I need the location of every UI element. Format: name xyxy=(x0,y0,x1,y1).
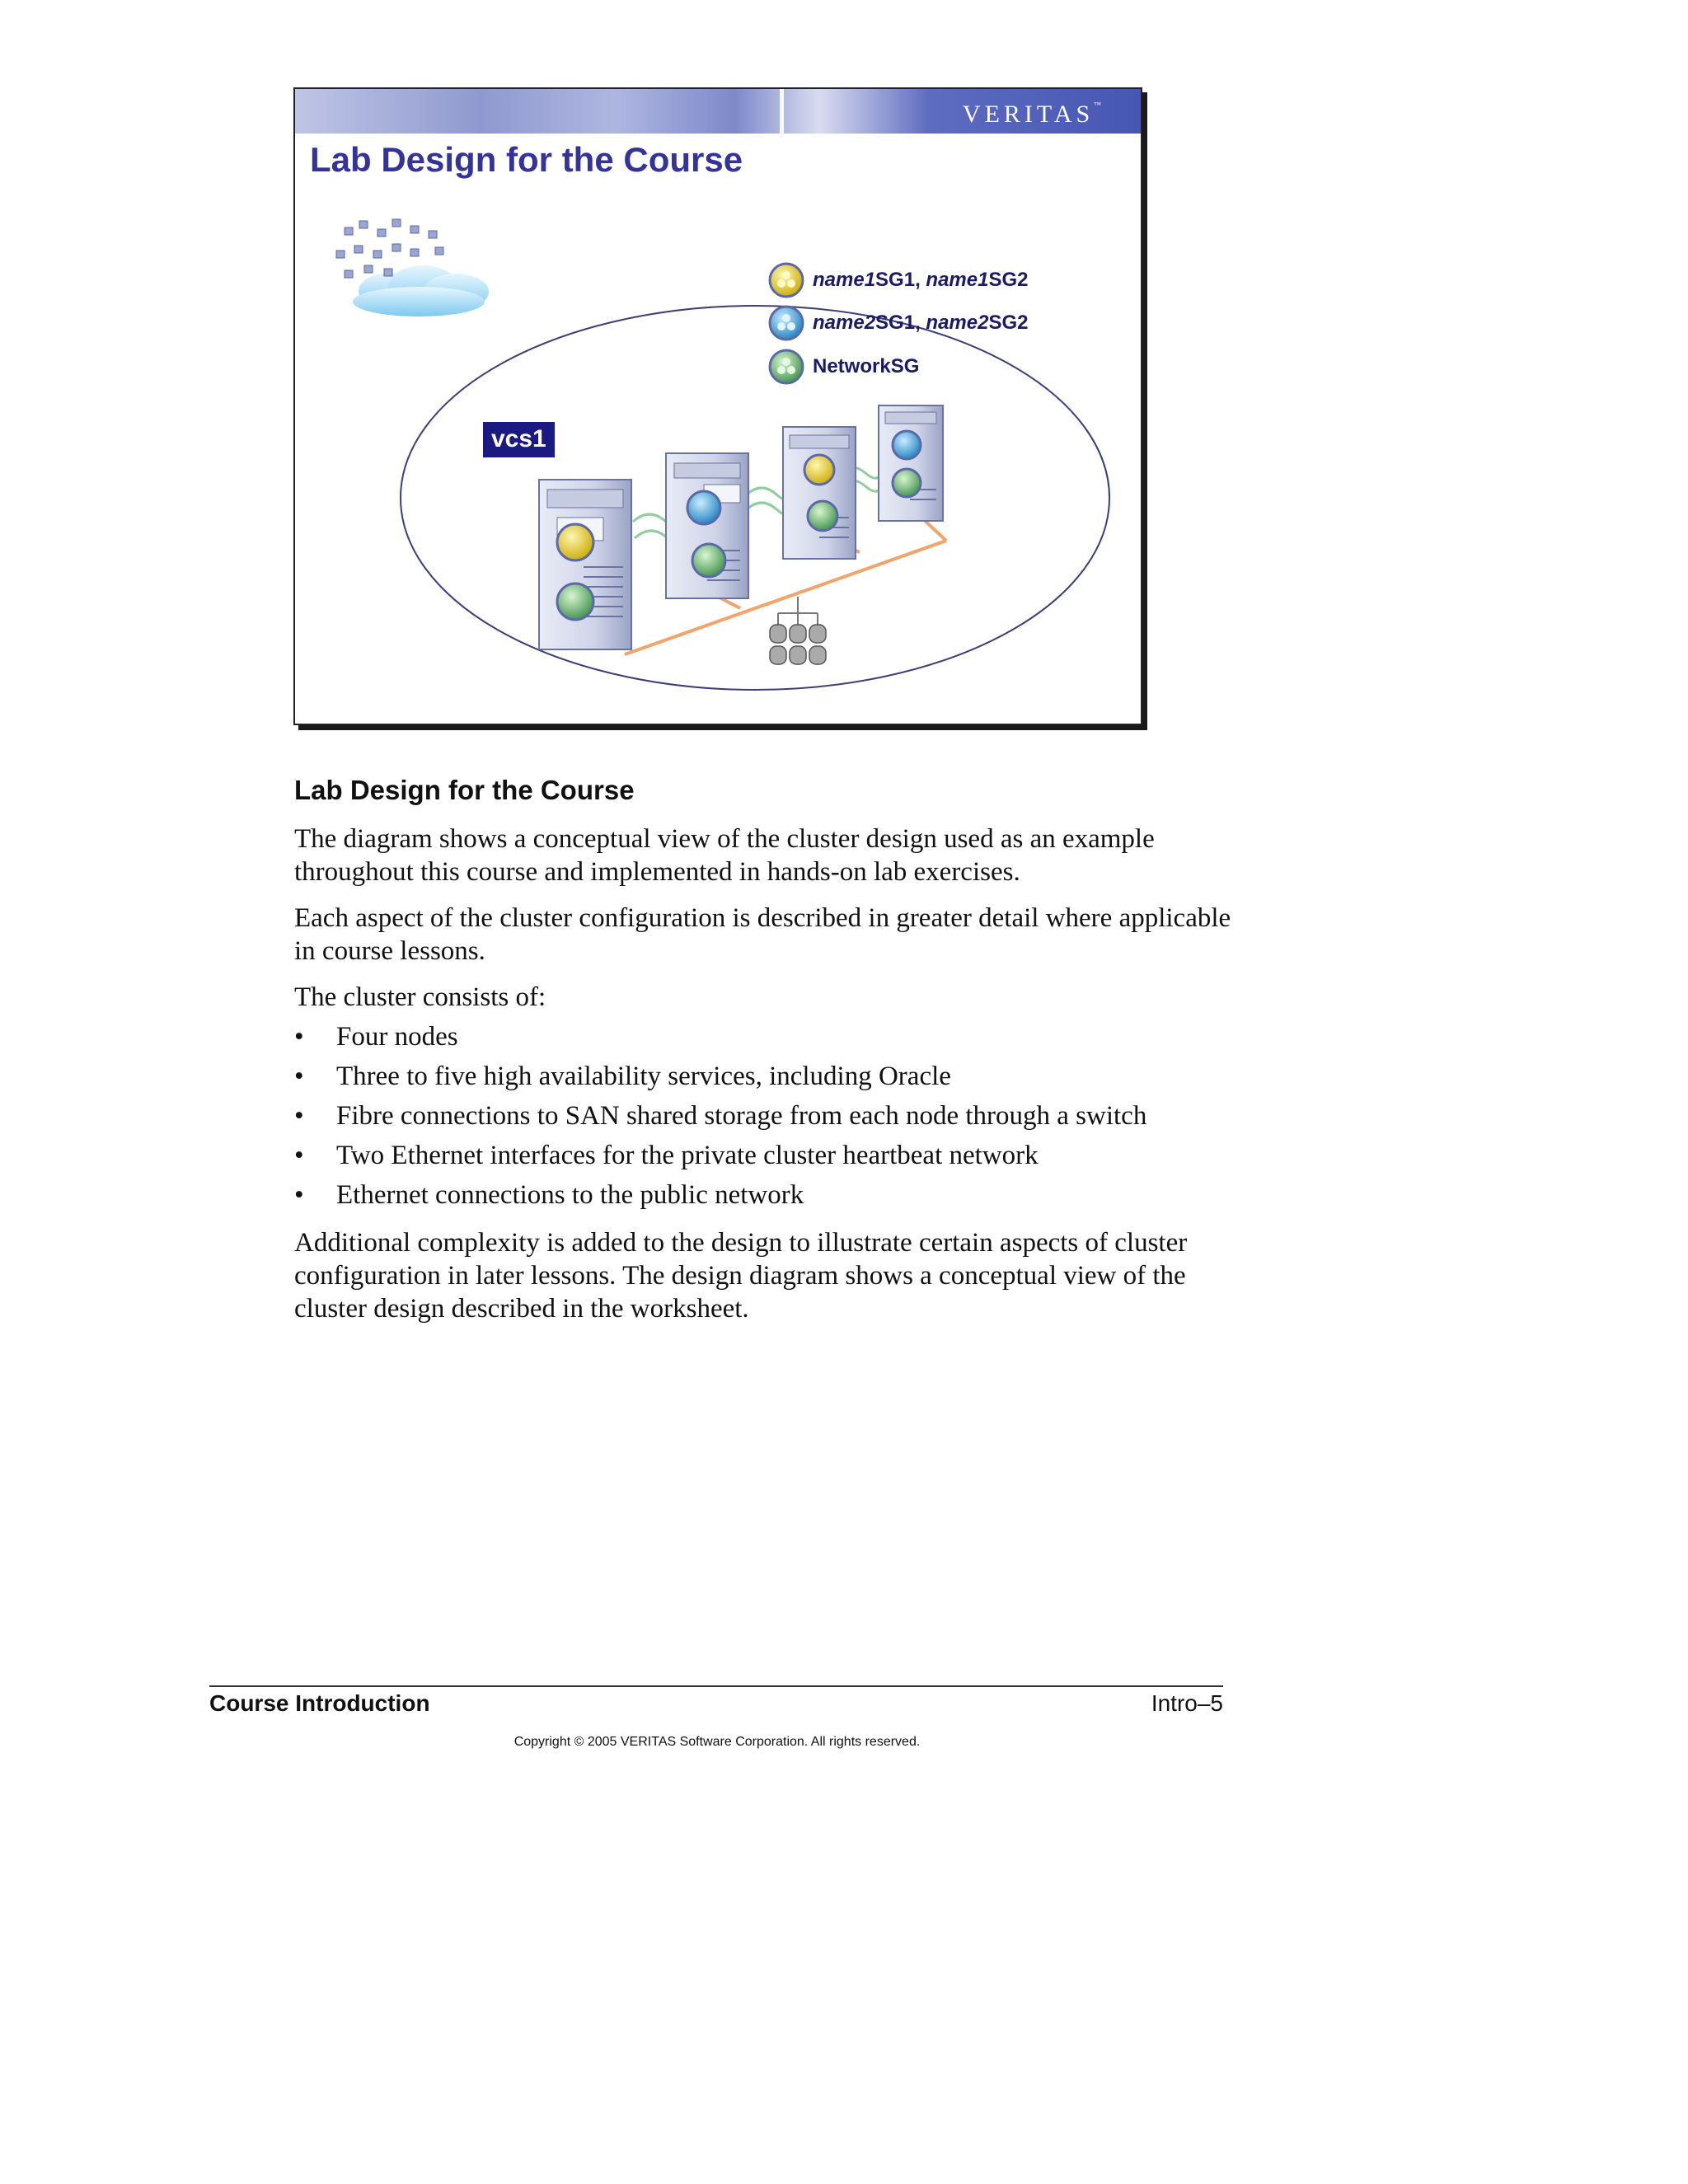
list-item-text: Fibre connections to SAN shared storage from each node through a switch xyxy=(336,1101,1147,1131)
legend-label-name1sg: name1SG1, name1SG2 xyxy=(813,269,1029,291)
bullet: • xyxy=(294,1062,304,1091)
list-item xyxy=(294,1139,1146,1179)
list-item-text: Two Ethernet interfaces for the private cluster heartbeat network xyxy=(336,1141,1039,1170)
list-item xyxy=(294,1099,1146,1139)
veritas-logo: VERITAS™ xyxy=(962,101,1101,128)
legend-label-networksg: NetworkSG xyxy=(813,355,920,377)
bullet: • xyxy=(294,1180,304,1210)
paragraph-intro: The diagram shows a conceptual view of the cluster design used as an example throughout this course and implemented in hands-on lab exercises. xyxy=(294,824,1155,887)
list-item xyxy=(294,1179,1146,1218)
list-item xyxy=(294,1020,1146,1060)
list-item-text: Four nodes xyxy=(336,1022,458,1052)
paragraph-detail: Each aspect of the cluster configuration is described in greater detail where applicable in course lessons. xyxy=(294,903,1231,966)
list-item xyxy=(294,1060,1146,1099)
cluster-node-3 xyxy=(783,427,856,559)
slide-title: Lab Design for the Course xyxy=(310,140,743,179)
footer-rule xyxy=(209,1685,1223,1687)
section-heading: Lab Design for the Course xyxy=(294,775,635,805)
bullet: • xyxy=(294,1101,304,1131)
list-item-text: Ethernet connections to the public network xyxy=(336,1180,804,1210)
legend-icon-networksg xyxy=(770,350,803,383)
paragraph-additional-complexity: Additional complexity is added to the design to illustrate certain aspects of cluster configuration in later lessons. The design diagram shows a conceptual view of the cluster design described in the worksheet. xyxy=(294,1228,1188,1324)
cluster-components-list xyxy=(294,1020,1146,1218)
cluster-diagram xyxy=(295,89,1141,724)
cluster-boundary xyxy=(401,306,1109,690)
legend-icon-name1sg xyxy=(770,264,803,297)
footer-page-number: Intro–5 xyxy=(1151,1690,1223,1716)
cluster-name-label: vcs1 xyxy=(483,422,555,457)
slide xyxy=(293,87,1142,725)
public-network-cloud xyxy=(353,265,489,316)
cluster-node-4 xyxy=(879,405,943,521)
bullet: • xyxy=(294,1141,304,1170)
footer-section-title: Course Introduction xyxy=(209,1690,430,1716)
cluster-node-2 xyxy=(666,453,748,598)
bullet: • xyxy=(294,1022,304,1052)
legend-label-name2sg: name2SG1, name2SG2 xyxy=(813,312,1029,334)
legend-icon-name2sg xyxy=(770,307,803,340)
cluster-node-1 xyxy=(539,480,631,649)
list-item-text: Three to five high availability services, including Oracle xyxy=(336,1062,951,1091)
copyright-notice: Copyright © 2005 VERITAS Software Corporation. All rights reserved. xyxy=(513,1735,921,1749)
shared-storage xyxy=(770,597,826,664)
paragraph-cluster-consists: The cluster consists of: xyxy=(294,982,546,1012)
